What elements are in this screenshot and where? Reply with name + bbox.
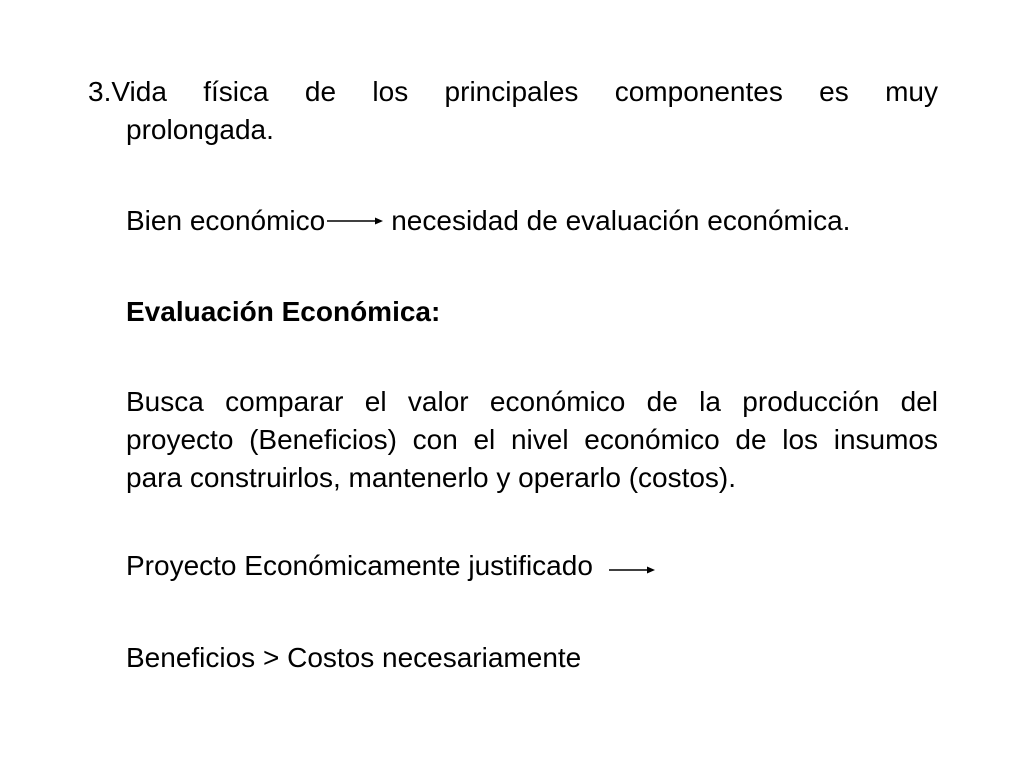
bien-line <box>126 202 850 240</box>
arrow-right-icon <box>609 564 655 576</box>
point-3-number: 3. <box>88 76 112 107</box>
point-3 <box>88 73 938 149</box>
arrow-right-icon <box>327 215 383 227</box>
point-3-line1: Vida física de los principales componentes es muy <box>111 76 938 107</box>
bien-right-text: necesidad de evaluación económica. <box>391 205 851 236</box>
point-3-line1-row <box>88 73 938 111</box>
point-3-line2: prolongada. <box>126 114 274 145</box>
proyecto-text: Proyecto Económicamente justificado <box>126 550 593 581</box>
bien-left-text: Bien económico <box>126 205 326 236</box>
beneficios-line: Beneficios > Costos necesariamente <box>126 642 582 673</box>
proyecto-line <box>126 547 655 585</box>
section-heading: Evaluación Económica: <box>126 296 441 327</box>
busca-paragraph: Busca comparar el valor económico de la producción del proyecto (Beneficios) con el nivel económico de los insumos para construirlos, mantenerlo y operarlo (costos). <box>126 386 938 493</box>
